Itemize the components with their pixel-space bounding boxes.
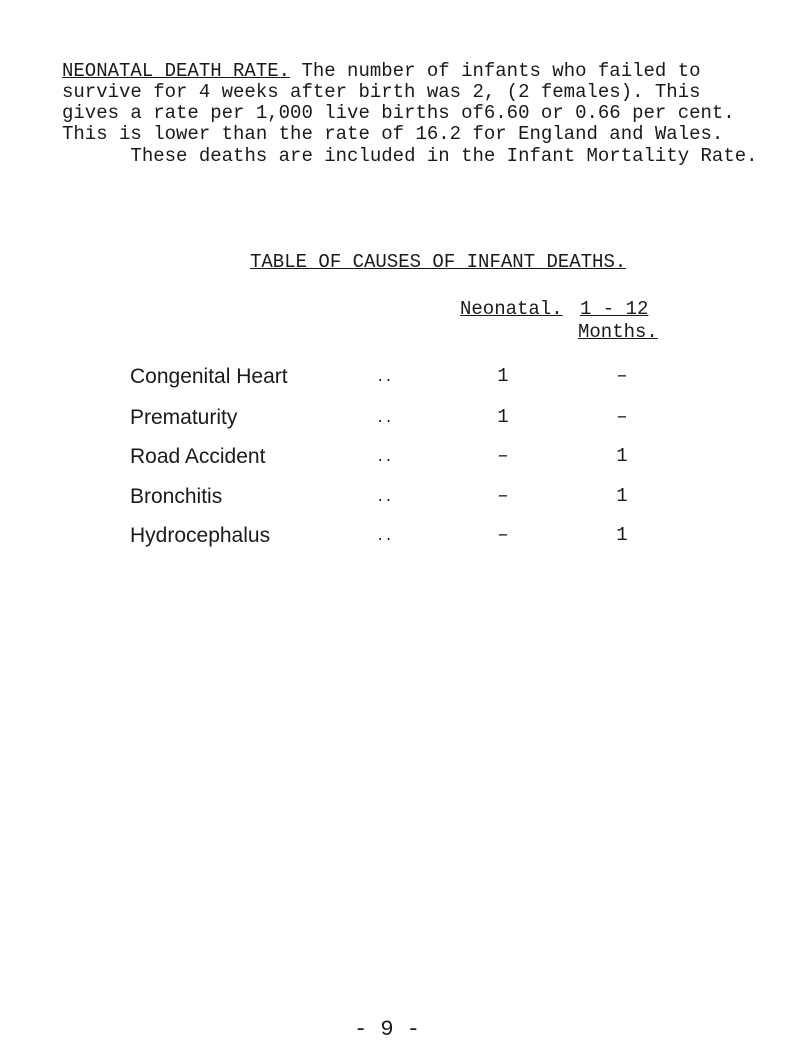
page-number: - 9 - [354, 1017, 421, 1042]
column-header-neonatal: Neonatal. [460, 298, 563, 320]
table-row [0, 365, 800, 395]
months-value: 1 [616, 445, 628, 467]
table-row [0, 445, 800, 475]
paragraph-text: The number of infants who failed to survive for 4 weeks after birth was 2, (2 females). This gives a rate per 1,000 live births of6.60 or 0.66 per cent. This is lower than the rate of 16.2 for England and Wales. [62, 60, 747, 145]
cause-label: Road Accident [130, 445, 266, 468]
column-header-months-range: 1 - 12 [580, 298, 649, 320]
leader-dots: .. [376, 490, 393, 506]
months-value: 1 [616, 485, 628, 507]
table-row [0, 524, 800, 554]
neonatal-value: – [497, 524, 509, 546]
months-value: 1 [616, 524, 628, 546]
section-heading: NEONATAL DEATH RATE. [62, 60, 291, 82]
neonatal-value: 1 [497, 406, 509, 428]
leader-dots: .. [376, 529, 393, 545]
cause-label: Prematurity [130, 406, 238, 429]
table-row [0, 406, 800, 436]
neonatal-death-paragraph [62, 61, 762, 145]
neonatal-value: – [497, 445, 509, 467]
months-value: – [616, 406, 628, 428]
leader-dots: .. [376, 450, 393, 466]
leader-dots: .. [376, 411, 393, 427]
cause-label: Bronchitis [130, 485, 223, 508]
months-value: – [616, 365, 628, 387]
neonatal-value: 1 [497, 365, 509, 387]
neonatal-value: – [497, 485, 509, 507]
cause-label: Congenital Heart [130, 365, 288, 388]
infant-mortality-note: These deaths are included in the Infant Mortality Rate. [62, 145, 758, 167]
cause-label: Hydrocephalus [130, 524, 271, 547]
leader-dots: .. [376, 370, 393, 386]
table-row [0, 485, 800, 515]
column-header-months-label: Months. [578, 321, 658, 343]
table-title: TABLE OF CAUSES OF INFANT DEATHS. [250, 251, 627, 273]
